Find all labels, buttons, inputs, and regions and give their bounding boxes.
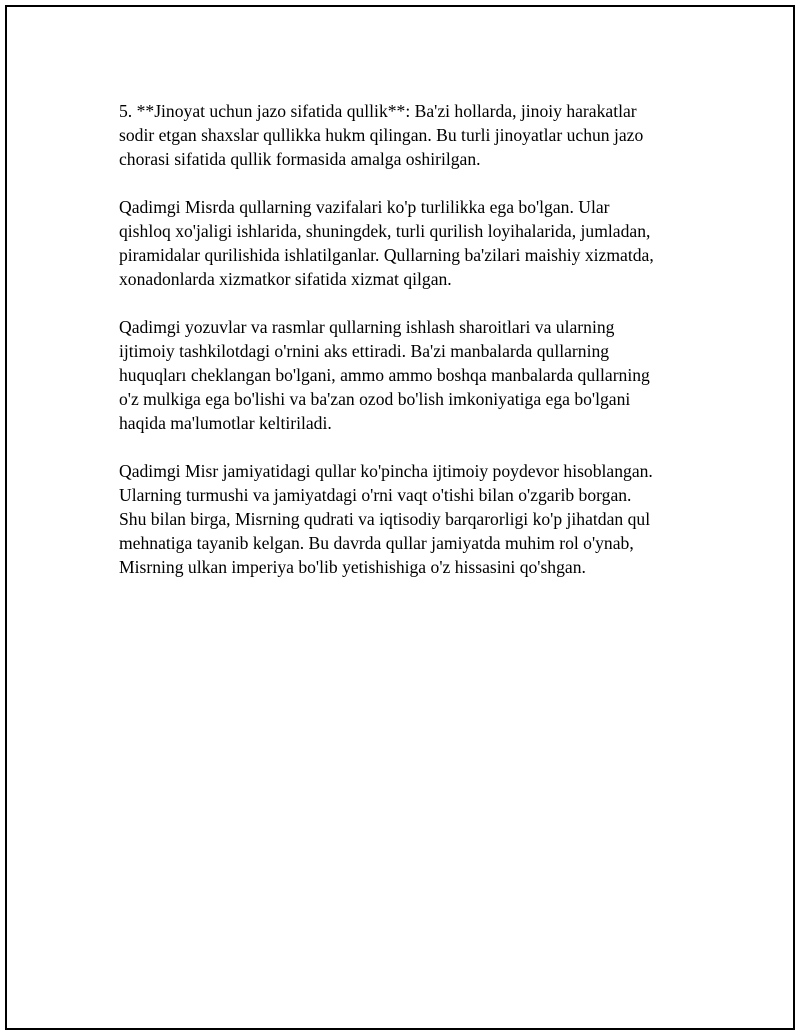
text-line: Qadimgi Misr jamiyatidagi qullar ko'pincha ijtimoiy poydevor hisoblangan. — [119, 461, 653, 481]
paragraph-2 — [119, 195, 719, 291]
paragraph-3 — [119, 315, 719, 435]
text-line: piramidalar qurilishida ishlatilganlar. Qullarning ba'zilari maishiy xizmatda, — [119, 245, 654, 265]
text-line: haqida ma'lumotlar keltiriladi. — [119, 413, 332, 433]
text-line: Ularning turmushi va jamiyatdagi o'rni vaqt o'tishi bilan o'zgarib borgan. — [119, 485, 632, 505]
text-line: Qadimgi yozuvlar va rasmlar qullarning ishlash sharoitlari va ularning — [119, 317, 615, 337]
text-line: mehnatiga tayanib kelgan. Bu davrda qullar jamiyatda muhim rol o'ynab, — [119, 533, 634, 553]
document-body — [119, 99, 719, 603]
text-line: o'z mulkiga ega bo'lishi va ba'zan ozod bo'lish imkoniyatiga ega bo'lgani — [119, 389, 631, 409]
text-line: 5. **Jinoyat uchun jazo sifatida qullik**: Ba'zi hollarda, jinoiy harakatlar — [119, 101, 637, 121]
text-line: Misrning ulkan imperiya bo'lib yetishishiga o'z hissasini qo'shgan. — [119, 557, 586, 577]
text-line: chorasi sifatida qullik formasida amalga oshirilgan. — [119, 149, 481, 169]
text-line: xonadonlarda xizmatkor sifatida xizmat qilgan. — [119, 269, 452, 289]
page-frame — [5, 5, 795, 1030]
text-line: sodir etgan shaxslar qullikka hukm qilingan. Bu turli jinoyatlar uchun jazo — [119, 125, 644, 145]
text-line: ijtimoiy tashkilotdagi o'rnini aks ettiradi. Ba'zi manbalarda qullarning — [119, 341, 610, 361]
text-line: qishloq xo'jaligi ishlarida, shuningdek, turli qurilish loyihalarida, jumladan, — [119, 221, 651, 241]
text-line: huquqları cheklangan bo'lgani, ammo ammo boshqa manbalarda qullarning — [119, 365, 650, 385]
paragraph-4 — [119, 459, 719, 579]
text-line: Shu bilan birga, Misrning qudrati va iqtisodiy barqarorligi ko'p jihatdan qul — [119, 509, 651, 529]
text-line: Qadimgi Misrda qullarning vazifalari ko'p turlilikka ega bo'lgan. Ular — [119, 197, 610, 217]
paragraph-1 — [119, 99, 719, 171]
